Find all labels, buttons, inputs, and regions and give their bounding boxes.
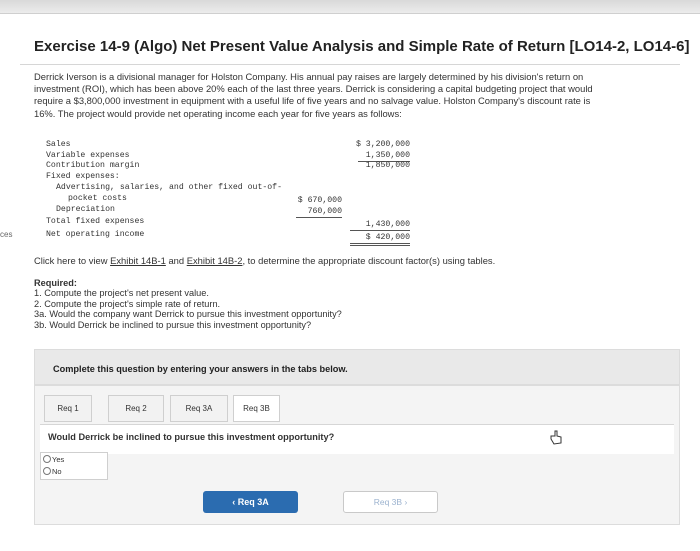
browser-top-bar xyxy=(0,0,700,14)
instructions-prefix: Click here to view xyxy=(34,255,111,266)
intro-line: Derrick Iverson is a divisional manager for Holston Company. His annual pay raises are largely determined by his division's return on xyxy=(34,71,584,82)
exhibit-14b-1-link[interactable]: Exhibit 14B-1 xyxy=(110,255,166,266)
advertising-value: $ 670,000 xyxy=(297,196,342,205)
problem-intro xyxy=(34,71,674,120)
option-no[interactable] xyxy=(43,467,62,476)
instructions-middle: and xyxy=(165,255,187,266)
chevron-left-icon: ‹ xyxy=(232,497,236,507)
noi-value: $ 420,000 xyxy=(365,233,410,242)
side-cut-label: ces xyxy=(0,230,13,239)
intro-line: 16%. The project would provide net operating income each year for five years as follows: xyxy=(34,107,402,119)
radio-no[interactable] xyxy=(43,467,51,475)
depreciation-value: 760,000 xyxy=(307,207,342,216)
option-no-label: No xyxy=(52,467,62,476)
banner-text: Complete this question by entering your answers in the tabs below. xyxy=(53,364,348,374)
contribution-margin-value: 1,850,000 xyxy=(365,161,410,170)
instructions-banner xyxy=(34,349,680,385)
required-item: 3b. Would Derrick be inclined to pursue this investment opportunity? xyxy=(34,319,312,330)
intro-line: require a $3,800,000 investment in equipment with a useful life of five years and no salvage value. Holston Company's discount rate is xyxy=(34,95,591,107)
tab-req-1[interactable]: Req 1 xyxy=(44,395,92,422)
advertising-label-cont: pocket costs xyxy=(68,194,127,203)
option-yes[interactable] xyxy=(43,455,64,464)
double-underline xyxy=(350,243,410,244)
total-fixed-value: 1,430,000 xyxy=(365,220,410,229)
advertising-label: Advertising, salaries, and other fixed out-of- xyxy=(56,183,283,192)
tab-req-2[interactable]: Req 2 xyxy=(108,395,164,422)
double-underline xyxy=(350,245,410,246)
next-button-label: Req 3B xyxy=(373,497,403,507)
next-req-3b-button[interactable] xyxy=(343,491,438,513)
prev-button-label: Req 3A xyxy=(237,497,269,507)
fixed-expenses-label: Fixed expenses: xyxy=(46,172,120,181)
income-statement xyxy=(40,140,440,250)
required-item: 2. Compute the project's simple rate of return. xyxy=(34,298,221,309)
title-divider xyxy=(20,64,680,65)
variable-expenses-value: 1,350,000 xyxy=(365,151,410,160)
required-heading: Required: xyxy=(34,278,77,288)
chevron-right-icon: › xyxy=(404,497,408,507)
question-text: Would Derrick be inclined to pursue this investment opportunity? xyxy=(48,432,335,442)
total-fixed-label: Total fixed expenses xyxy=(46,217,145,226)
depreciation-label: Depreciation xyxy=(56,205,115,214)
sales-label: Sales xyxy=(46,140,71,149)
prev-req-3a-button[interactable] xyxy=(203,491,298,513)
instructions-suffix: , to determine the appropriate discount factor(s) using tables. xyxy=(242,255,496,266)
option-yes-label: Yes xyxy=(52,455,65,464)
underline xyxy=(296,217,342,218)
required-item: 1. Compute the project's net present value. xyxy=(34,288,209,299)
pointer-cursor-icon xyxy=(549,430,563,446)
exhibit-14b-2-link[interactable]: Exhibit 14B-2 xyxy=(186,255,243,266)
exhibit-instructions xyxy=(34,255,495,266)
tab-req-3a[interactable]: Req 3A xyxy=(170,395,228,422)
sales-value: $ 3,200,000 xyxy=(355,140,410,149)
required-section xyxy=(34,278,342,330)
underline xyxy=(350,230,410,231)
page-title: Exercise 14-9 (Algo) Net Present Value Analysis and Simple Rate of Return [LO14-2, LO14-6] xyxy=(34,38,690,55)
contribution-margin-label: Contribution margin xyxy=(46,161,140,170)
noi-label: Net operating income xyxy=(46,230,145,239)
intro-line: investment (ROI), which has been above 20% each of the last three years. Derrick is considering a capital budgeting project that would xyxy=(34,83,593,95)
required-item: 3a. Would the company want Derrick to pursue this investment opportunity? xyxy=(34,309,342,320)
radio-yes[interactable] xyxy=(43,455,51,463)
variable-expenses-label: Variable expenses xyxy=(46,151,130,160)
tab-req-3b[interactable]: Req 3B xyxy=(233,395,280,422)
